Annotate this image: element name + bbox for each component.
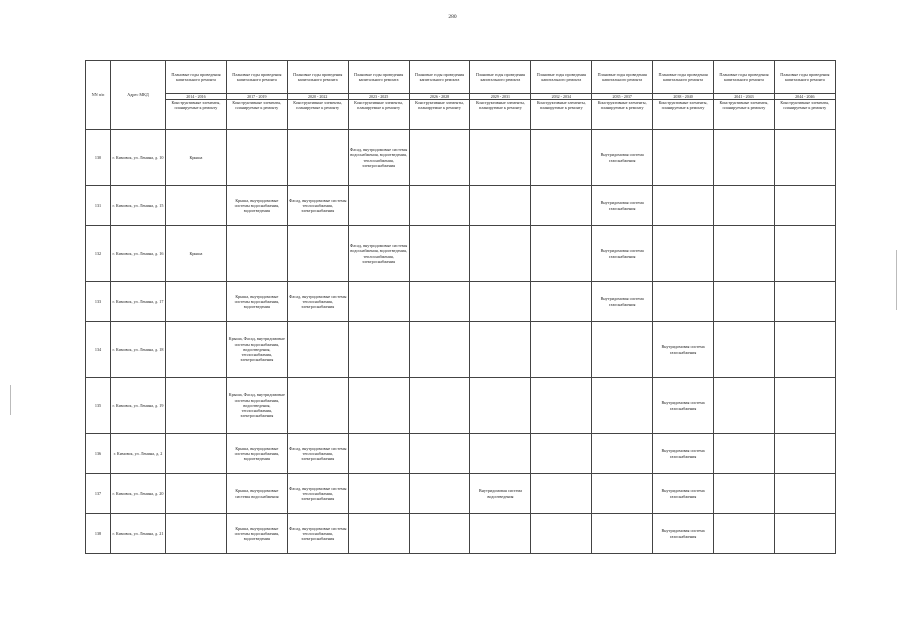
work-cell: Внутридомовая система газоснабжения <box>592 226 653 282</box>
work-cell <box>470 186 531 226</box>
work-cell: Внутридомовая система водоотведения <box>470 474 531 514</box>
work-cell <box>774 186 835 226</box>
work-cell <box>592 474 653 514</box>
header-years: 2026 - 2028 <box>409 94 470 100</box>
work-cell <box>409 514 470 554</box>
row-address: г. Кимовск, ул. Ленина, д. 20 <box>111 474 166 514</box>
header-years: 2014 - 2016 <box>166 94 227 100</box>
work-cell <box>774 474 835 514</box>
work-cell <box>592 434 653 474</box>
row-number: 133 <box>86 282 111 322</box>
work-cell: Крыша <box>166 226 227 282</box>
row-address: г. Кимовск, ул. Ленина, д. 16 <box>111 226 166 282</box>
work-cell: Крыша, внутридомовые системы водоснабжения, водоотведения <box>226 514 287 554</box>
binding-mark-right <box>896 250 897 310</box>
work-cell: Внутридомовая система газоснабжения <box>653 514 714 554</box>
work-cell <box>774 282 835 322</box>
row-address: г. Кимовск, ул. Ленина, д. 17 <box>111 282 166 322</box>
page-number: 280 <box>448 14 457 20</box>
work-cell <box>166 434 227 474</box>
row-number: 137 <box>86 474 111 514</box>
work-cell: Крыша, внутридомовые системы водоснабжения, водоотведения <box>226 282 287 322</box>
header-work: Конструктивные элементы, планируемые к ремонту <box>653 100 714 130</box>
work-cell <box>653 130 714 186</box>
work-cell <box>348 186 409 226</box>
table-body <box>86 130 836 554</box>
work-cell <box>166 322 227 378</box>
row-number: 135 <box>86 378 111 434</box>
work-cell <box>166 378 227 434</box>
work-cell <box>592 378 653 434</box>
work-cell <box>409 434 470 474</box>
header-period-2029: Плановые годы проведения капитального ремонта <box>470 61 531 94</box>
table-row <box>86 226 836 282</box>
row-number: 134 <box>86 322 111 378</box>
work-cell <box>287 130 348 186</box>
work-cell: Крыша, внутридомовые системы водоснабжения, водоотведения <box>226 186 287 226</box>
work-cell <box>470 282 531 322</box>
header-work: Конструктивные элементы, планируемые к ремонту <box>470 100 531 130</box>
work-cell <box>774 226 835 282</box>
work-cell: Крыша, Фасад, внутридомовые системы водоснабжения, водоотведения, теплоснабжения, электроснабжения <box>226 378 287 434</box>
work-cell <box>714 378 775 434</box>
work-cell: Внутридомовая система газоснабжения <box>653 378 714 434</box>
header-work: Конструктивные элементы, планируемые к ремонту <box>592 100 653 130</box>
binding-mark-left <box>10 385 11 415</box>
header-period-2017: Плановые годы проведения капитального ремонта <box>226 61 287 94</box>
header-period-2026: Плановые годы проведения капитального ремонта <box>409 61 470 94</box>
work-cell <box>348 474 409 514</box>
table-row <box>86 474 836 514</box>
work-cell <box>531 474 592 514</box>
work-cell <box>287 226 348 282</box>
header-years: 2020 - 2022 <box>287 94 348 100</box>
row-address: г. Кимовск, ул. Ленина, д. 10 <box>111 130 166 186</box>
work-cell <box>653 282 714 322</box>
table-row <box>86 282 836 322</box>
table-row <box>86 378 836 434</box>
work-cell <box>774 378 835 434</box>
header-years: 2035 - 2037 <box>592 94 653 100</box>
work-cell: Фасад, внутридомовые системы теплоснабжения, электроснабжения <box>287 514 348 554</box>
row-number: 138 <box>86 514 111 554</box>
work-cell <box>531 434 592 474</box>
header-period-2020: Плановые годы проведения капитального ремонта <box>287 61 348 94</box>
row-address: г. Кимовск, ул. Ленина, д. 18 <box>111 322 166 378</box>
header-years: 2032 - 2034 <box>531 94 592 100</box>
work-cell: Крыша, внутридомовые системы водоснабжения <box>226 474 287 514</box>
header-work: Конструктивные элементы, планируемые к ремонту <box>287 100 348 130</box>
work-cell <box>409 186 470 226</box>
work-cell: Фасад, внутридомовые системы водоснабжения, водоотведения, теплоснабжения, электроснабжения <box>348 130 409 186</box>
work-cell: Крыша <box>166 130 227 186</box>
work-cell <box>714 282 775 322</box>
header-num: NN п/п <box>86 61 111 130</box>
work-cell <box>348 378 409 434</box>
work-cell: Внутридомовая система газоснабжения <box>653 434 714 474</box>
work-cell <box>592 322 653 378</box>
work-cell: Крыша, внутридомовые системы водоснабжения, водоотведения <box>226 434 287 474</box>
work-cell: Фасад, внутридомовые системы теплоснабжения, электроснабжения <box>287 186 348 226</box>
work-cell <box>714 226 775 282</box>
work-cell <box>653 226 714 282</box>
header-work: Конструктивные элементы, планируемые к ремонту <box>714 100 775 130</box>
work-cell: Внутридомовая система газоснабжения <box>592 130 653 186</box>
header-work: Конструктивные элементы, планируемые к ремонту <box>166 100 227 130</box>
table-row <box>86 434 836 474</box>
row-number: 130 <box>86 130 111 186</box>
work-cell: Внутридомовая система газоснабжения <box>592 186 653 226</box>
work-cell <box>714 322 775 378</box>
table-row <box>86 322 836 378</box>
header-years: 2038 - 2040 <box>653 94 714 100</box>
header-years: 2041 - 2043 <box>714 94 775 100</box>
work-cell: Фасад, внутридомовые системы водоснабжения, водоотведения, теплоснабжения, электроснабжения <box>348 226 409 282</box>
work-cell <box>774 434 835 474</box>
row-number: 132 <box>86 226 111 282</box>
work-cell <box>409 474 470 514</box>
header-years: 2044 - 2046 <box>774 94 835 100</box>
work-cell <box>409 378 470 434</box>
capital-repair-schedule-table <box>85 60 836 554</box>
header-address: Адрес МКД <box>111 61 166 130</box>
work-cell <box>166 514 227 554</box>
work-cell <box>531 378 592 434</box>
row-number: 131 <box>86 186 111 226</box>
header-years: 2023 - 2025 <box>348 94 409 100</box>
header-period-2014: Плановые годы проведения капитального ремонта <box>166 61 227 94</box>
work-cell <box>470 434 531 474</box>
header-work: Конструктивные элементы, планируемые к ремонту <box>348 100 409 130</box>
work-cell <box>348 434 409 474</box>
work-cell: Фасад, внутридомовые системы теплоснабжения, электроснабжения <box>287 282 348 322</box>
work-cell <box>470 514 531 554</box>
work-cell: Внутридомовая система газоснабжения <box>653 474 714 514</box>
work-cell <box>653 186 714 226</box>
work-cell <box>166 186 227 226</box>
header-period-2038: Плановые годы проведения капитального ремонта <box>653 61 714 94</box>
work-cell: Крыша, Фасад, внутридомовые системы водоснабжения, водоотведения, теплоснабжения, электроснабжения <box>226 322 287 378</box>
row-address: г. Кимовск, ул. Ленина, д. 21 <box>111 514 166 554</box>
work-cell <box>166 282 227 322</box>
work-cell <box>531 514 592 554</box>
header-work: Конструктивные элементы, планируемые к ремонту <box>531 100 592 130</box>
work-cell <box>226 226 287 282</box>
header-years: 2017 - 2019 <box>226 94 287 100</box>
work-cell <box>470 226 531 282</box>
work-cell <box>774 514 835 554</box>
work-cell <box>714 474 775 514</box>
work-cell: Фасад, внутридомовые системы теплоснабжения, электроснабжения <box>287 474 348 514</box>
header-period-2032: Плановые годы проведения капитального ремонта <box>531 61 592 94</box>
work-cell <box>531 226 592 282</box>
work-cell <box>774 130 835 186</box>
work-cell <box>348 322 409 378</box>
row-address: г. Кимовск, ул. Ленина, д. 2 <box>111 434 166 474</box>
work-cell <box>714 434 775 474</box>
work-cell: Внутридомовая система газоснабжения <box>653 322 714 378</box>
work-cell <box>287 322 348 378</box>
table-row <box>86 514 836 554</box>
work-cell <box>409 226 470 282</box>
header-work: Конструктивные элементы, планируемые к ремонту <box>774 100 835 130</box>
work-cell <box>409 322 470 378</box>
work-cell <box>470 130 531 186</box>
row-address: г. Кимовск, ул. Ленина, д. 19 <box>111 378 166 434</box>
header-period-2041: Плановые годы проведения капитального ремонта <box>714 61 775 94</box>
work-cell <box>774 322 835 378</box>
work-cell <box>714 186 775 226</box>
work-cell <box>348 514 409 554</box>
work-cell <box>409 130 470 186</box>
work-cell: Внутридомовая система газоснабжения <box>592 282 653 322</box>
table-row <box>86 186 836 226</box>
work-cell <box>531 282 592 322</box>
work-cell <box>714 130 775 186</box>
work-cell <box>592 514 653 554</box>
header-period-2035: Плановые годы проведения капитального ремонта <box>592 61 653 94</box>
work-cell <box>470 378 531 434</box>
work-cell <box>409 282 470 322</box>
table-header <box>86 61 836 130</box>
work-cell <box>348 282 409 322</box>
header-years: 2029 - 2031 <box>470 94 531 100</box>
work-cell <box>531 322 592 378</box>
work-cell <box>166 474 227 514</box>
work-cell <box>226 130 287 186</box>
work-cell <box>714 514 775 554</box>
row-number: 136 <box>86 434 111 474</box>
work-cell <box>470 322 531 378</box>
table-row <box>86 130 836 186</box>
header-work: Конструктивные элементы, планируемые к ремонту <box>409 100 470 130</box>
header-work: Конструктивные элементы, планируемые к ремонту <box>226 100 287 130</box>
work-cell: Фасад, внутридомовые системы теплоснабжения, электроснабжения <box>287 434 348 474</box>
work-cell <box>531 130 592 186</box>
header-period-2023: Плановые годы проведения капитального ремонта <box>348 61 409 94</box>
work-cell <box>531 186 592 226</box>
header-period-2044: Плановые годы проведения капитального ремонта <box>774 61 835 94</box>
row-address: г. Кимовск, ул. Ленина, д. 15 <box>111 186 166 226</box>
work-cell <box>287 378 348 434</box>
